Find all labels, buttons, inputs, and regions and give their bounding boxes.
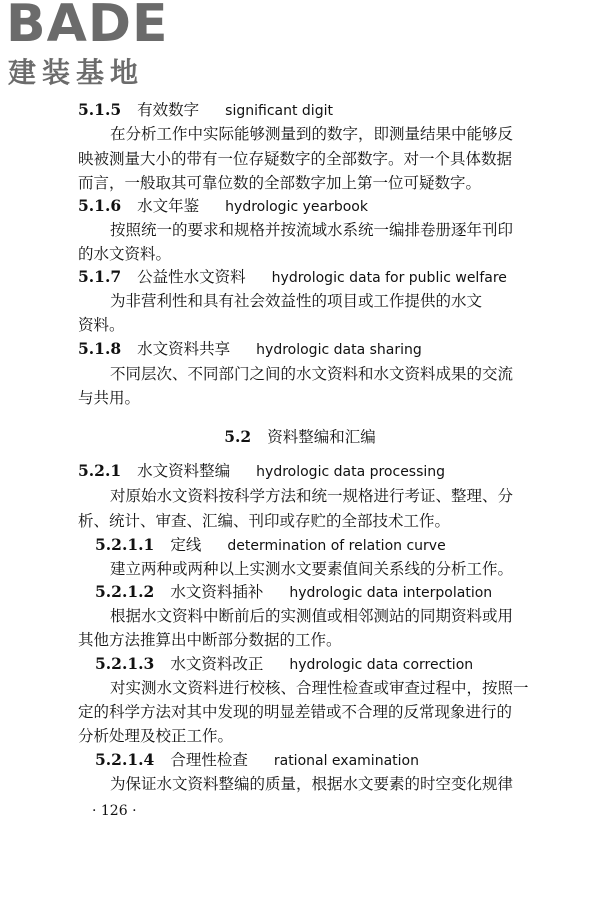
- entry-number: 5.2.1.3: [95, 654, 155, 673]
- section-heading: [0, 426, 600, 448]
- section-title: 资料整编和汇编: [267, 428, 376, 446]
- entry-5-1-7: [78, 266, 507, 289]
- entry-number: 5.1.8: [78, 339, 122, 358]
- entry-5-1-8: [78, 338, 422, 361]
- entry-term-en: hydrologic data for public welfare: [271, 270, 507, 286]
- entry-term-cn: 水文资料共享: [137, 340, 231, 358]
- entry-term-en: rational examination: [273, 753, 419, 769]
- logo-subtitle: 建装基地: [8, 56, 145, 89]
- paragraph-line: 分析处理及校正工作。: [78, 727, 234, 745]
- section-number: 5.2: [224, 427, 252, 446]
- paragraph-line: 在分析工作中实际能够测量到的数字，即测量结果中能够反: [110, 125, 514, 143]
- entry-number: 5.1.7: [78, 267, 122, 286]
- entry-term-cn: 定线: [170, 536, 202, 554]
- entry-number: 5.1.5: [78, 100, 122, 119]
- paragraph-line: 根据水文资料中断前后的实测值或相邻测站的同期资料或用: [110, 607, 514, 625]
- paragraph-line: 资料。: [78, 316, 125, 334]
- entry-number: 5.2.1.4: [95, 750, 155, 769]
- paragraph-line: 为非营利性和具有社会效益性的项目或工作提供的水文: [110, 292, 483, 310]
- entry-5-2-1-1: [95, 534, 446, 557]
- entry-5-2-1-4: [95, 749, 419, 772]
- paragraph-line: 与共用。: [78, 389, 141, 407]
- paragraph-line: 对实测水文资料进行校核、合理性检查或审查过程中，按照一: [110, 679, 529, 697]
- entry-term-cn: 水文年鉴: [137, 197, 200, 215]
- entry-term-cn: 公益性水文资料: [137, 268, 246, 286]
- paragraph-line: 为保证水文资料整编的质量，根据水文要素的时空变化规律: [110, 775, 514, 793]
- entry-term-en: hydrologic data sharing: [256, 342, 422, 358]
- paragraph-line: 定的科学方法对其中发现的明显差错或不合理的反常现象进行的: [78, 703, 513, 721]
- entry-term-en: hydrologic data processing: [256, 464, 446, 480]
- entry-term-cn: 水文资料整编: [137, 462, 231, 480]
- entry-term-cn: 合理性检查: [170, 751, 248, 769]
- entry-5-2-1: [78, 460, 445, 483]
- entry-term-en: significant digit: [225, 103, 333, 119]
- entry-5-1-6: [78, 195, 368, 218]
- entry-term-cn: 水文资料改正: [170, 655, 264, 673]
- paragraph-line: 不同层次、不同部门之间的水文资料和水文资料成果的交流: [110, 365, 514, 383]
- paragraph-line: 其他方法推算出中断部分数据的工作。: [78, 631, 342, 649]
- entry-term-en: hydrologic yearbook: [225, 199, 368, 215]
- paragraph-line: 映被测量大小的带有一位存疑数字的全部数字。对一个具体数据: [78, 150, 513, 168]
- entry-number: 5.1.6: [78, 196, 122, 215]
- entry-number: 5.2.1.2: [95, 582, 155, 601]
- entry-term-cn: 有效数字: [137, 101, 200, 119]
- paragraph-line: 按照统一的要求和规格并按流域水系统一编排卷册逐年刊印: [110, 221, 514, 239]
- paragraph-line: 的水文资料。: [78, 245, 172, 263]
- entry-term-cn: 水文资料插补: [170, 583, 264, 601]
- paragraph-line: 析、统计、审查、汇编、刊印或存贮的全部技术工作。: [78, 512, 451, 530]
- paragraph-line: 而言，一般取其可靠位数的全部数字加上第一位可疑数字。: [78, 174, 482, 192]
- entry-number: 5.2.1.1: [95, 535, 155, 554]
- paragraph-line: 建立两种或两种以上实测水文要素值间关系线的分析工作。: [110, 560, 514, 578]
- entry-term-en: hydrologic data interpolation: [289, 585, 493, 601]
- entry-5-2-1-2: [95, 581, 492, 604]
- entry-5-1-5: [78, 99, 333, 122]
- entry-5-2-1-3: [95, 653, 473, 676]
- entry-term-en: hydrologic data correction: [289, 657, 474, 673]
- logo: [6, 0, 186, 92]
- entry-number: 5.2.1: [78, 461, 122, 480]
- entry-term-en: determination of relation curve: [227, 538, 446, 554]
- page-number: · 126 ·: [92, 803, 137, 819]
- logo-brand: BADE: [6, 0, 169, 54]
- paragraph-line: 对原始水文资料按科学方法和统一规格进行考证、整理、分: [110, 487, 514, 505]
